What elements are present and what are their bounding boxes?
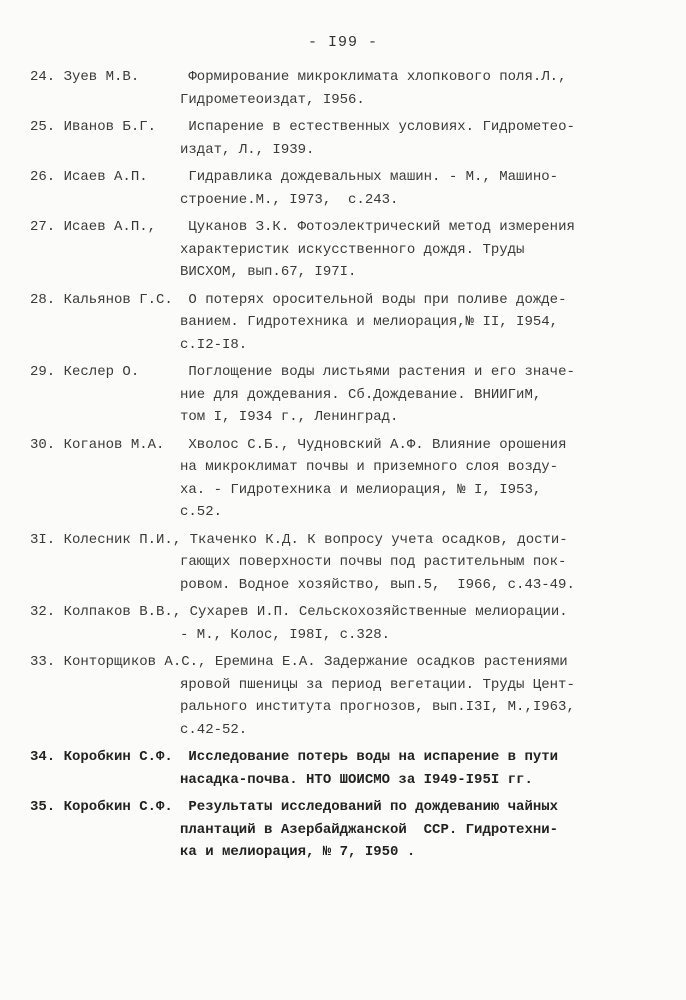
reference-line [30,216,650,239]
reference-line [30,456,650,479]
reference-text: с.52. [180,504,223,520]
reference-text: Исследование потерь воды на испарение в пути [188,749,559,765]
reference-line [30,189,650,212]
reference-author: 27. Исаев А.П., [30,219,157,235]
reference-entry [30,434,650,524]
reference-line [30,551,650,574]
reference-text: характеристик искусственного дождя. Труды [180,241,525,258]
reference-line [30,66,650,89]
reference-line [30,819,650,842]
reference-text: Гидрометеоиздат, I956. [180,91,365,108]
reference-line [30,796,650,819]
reference-line [30,574,650,597]
reference-author: 34. Коробкин С.Ф. [30,749,173,765]
reference-text: Ткаченко К.Д. К вопросу учета осадков, дости- [189,531,568,548]
reference-line [30,116,650,139]
reference-text: ВИСХОМ, вып.67, I97I. [180,264,357,280]
reference-text: с.42-52. [180,721,248,738]
reference-author: 26. Исаев А.П. [30,169,148,185]
reference-text: Сухарев И.П. Сельскохозяйственные мелиорации. [189,604,568,620]
reference-line [30,361,650,384]
reference-text: ха. - Гидротехника и мелиорация, № I, I953, [180,481,542,498]
reference-text: - М., Колос, I98I, с.328. [180,626,391,643]
reference-author: 29. Кеслер О. [30,364,140,380]
reference-line [30,384,650,407]
reference-text: Гидравлика дождевальных машин. - М., Машино- [188,169,559,185]
reference-author: 28. Кальянов Г.С. [30,291,173,308]
reference-text: том I, I934 г., Ленинград. [180,409,399,425]
reference-text: гающих поверхности почвы под растительным пок- [180,554,567,570]
reference-line [30,696,650,719]
reference-line [30,601,650,624]
reference-entry [30,289,650,357]
reference-author: 35. Коробкин С.Ф. [30,799,173,815]
reference-line [30,334,650,357]
reference-text: издат, Л., I939. [180,141,315,158]
reference-text: ние для дождевания. Сб.Дождевание. ВНИИГиМ, [180,386,542,403]
reference-line [30,624,650,647]
reference-list [30,66,650,869]
reference-entry [30,66,650,111]
reference-line [30,311,650,334]
reference-text: плантаций в Азербайджанской ССР. Гидротехни- [180,821,559,838]
reference-author: 32. Колпаков В.В., [30,604,182,620]
reference-line [30,289,650,312]
reference-line [30,719,650,742]
reference-text: на микроклимат почвы и приземного слоя возду- [180,459,559,475]
reference-entry [30,116,650,161]
reference-text: ровом. Водное хозяйство, вып.5, I966, с.43-49. [180,576,575,593]
reference-line [30,139,650,162]
reference-entry [30,216,650,284]
reference-text: О потерях оросительной воды при поливе дожде- [188,291,567,308]
reference-entry [30,796,650,864]
reference-line [30,434,650,457]
reference-line [30,239,650,262]
reference-line [30,479,650,502]
reference-text: рального института прогнозов, вып.I3I, М.,I963, [180,699,575,715]
reference-line [30,769,650,792]
reference-text: Формирование микроклимата хлопкового поля.Л., [188,69,567,85]
reference-author: 33. Конторщиков А.С., [30,654,207,670]
reference-text: Еремина Е.А. Задержание осадков растениями [214,654,568,670]
reference-line [30,261,650,284]
reference-text: Хволос С.Б., Чудновский А.Ф. Влияние орошения [188,436,567,453]
reference-entry [30,746,650,791]
reference-entry [30,361,650,429]
reference-text: с.I2-I8. [180,336,248,353]
reference-author: 3I. Колесник П.И., [30,531,182,548]
reference-author: 25. Иванов Б.Г. [30,119,157,135]
reference-text: Поглощение воды листьями растения и его значе- [188,364,575,380]
reference-entry [30,529,650,597]
reference-line [30,841,650,864]
reference-line [30,674,650,697]
reference-entry [30,601,650,646]
reference-line [30,166,650,189]
reference-text: Испарение в естественных условиях. Гидрометео- [188,119,575,135]
reference-text: ка и мелиорация, № 7, I950 . [180,844,416,860]
reference-text: насадка-почва. НТО ШОИСМО за I949-I95I гг. [180,771,533,788]
reference-text: ванием. Гидротехника и мелиорация,№ II, I954, [180,314,559,330]
reference-line [30,651,650,674]
reference-text: яровой пшеницы за период вегетации. Труды Цент- [180,676,575,693]
reference-line [30,89,650,112]
reference-entry [30,166,650,211]
reference-line [30,746,650,769]
reference-entry [30,651,650,741]
reference-line [30,406,650,429]
reference-text: Цуканов З.К. Фотоэлектрический метод измерения [188,219,575,235]
reference-text: строение.М., I973, с.243. [180,191,399,208]
page-number: - I99 - [307,34,378,51]
reference-text: Результаты исследований по дождеванию чайных [188,799,559,815]
reference-line [30,501,650,524]
reference-author: 24. Зуев М.В. [30,69,140,85]
reference-author: 30. Коганов М.А. [30,436,165,453]
reference-line [30,529,650,552]
